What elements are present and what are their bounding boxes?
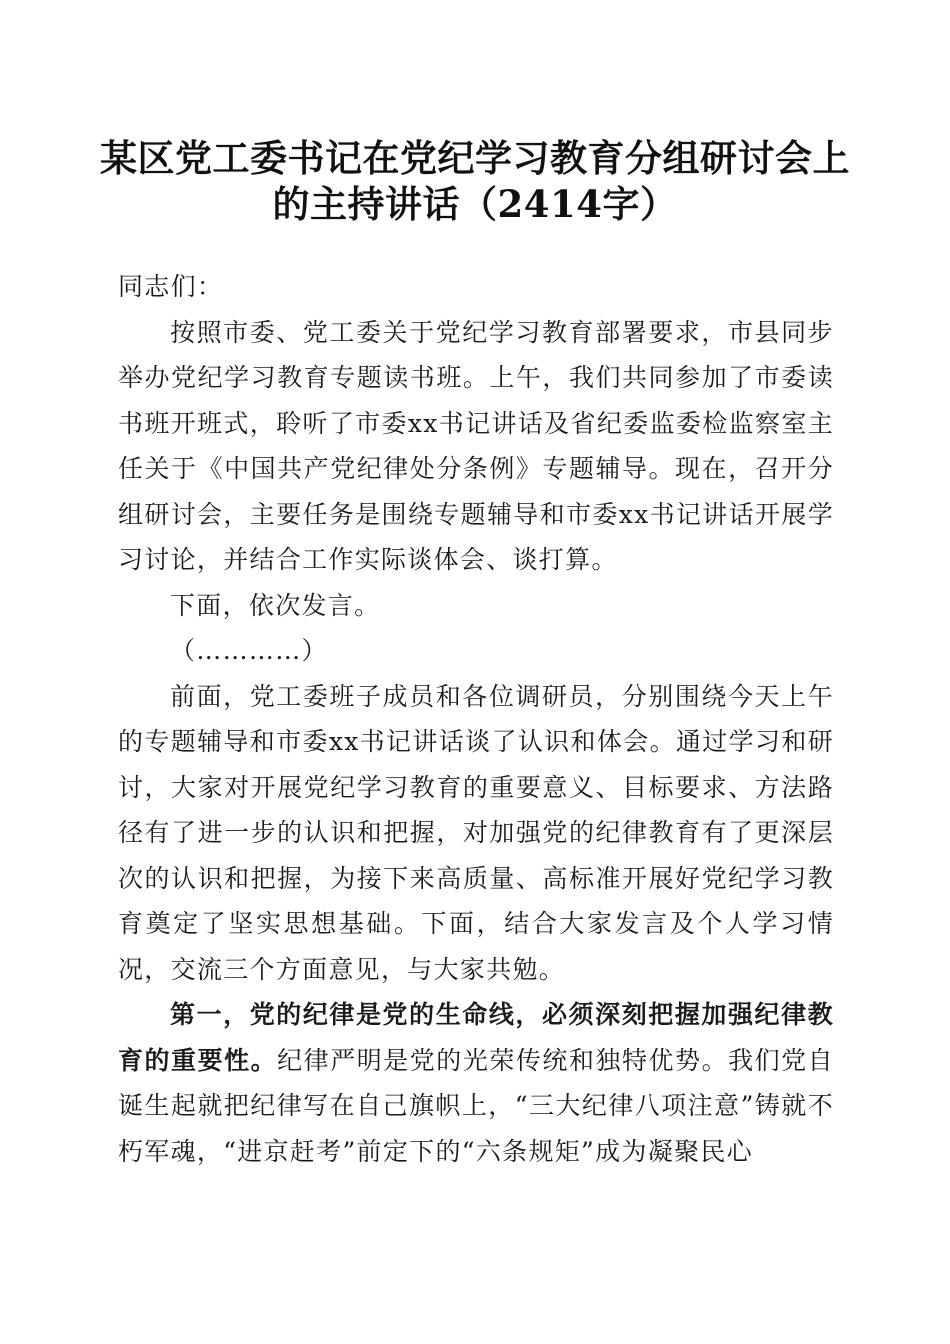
- first-point-heading: 第一，党的纪律是党的生命线，必须深刻把握加强纪律教育的重要性。: [118, 1000, 834, 1075]
- paragraph-opening: 按照市委、党工委关于党纪学习教育部署要求，市县同步举办党纪学习教育专题读书班。上午，我们共同参加了市委读书班开班式，聆听了市委xx书记讲话及省纪委监委检监察室主任关于《中国共产党纪律处分条例》专题辅导。现在，召开分组研讨会，主要任务是围绕专题辅导和市委xx书记讲话开展学习讨论，并结合工作实际谈体会、谈打算。: [118, 317, 834, 574]
- paragraph-summary: 前面，党工委班子成员和各位调研员，分别围绕今天上午的专题辅导和市委xx书记讲话谈了认识和体会。通过学习和研讨，大家对开展党纪学习教育的重要意义、目标要求、方法路径有了进一步的认识和把握，对加强党的纪律教育有了更深层次的认识和把握，为接下来高质量、高标准开展好党纪学习教育奠定了坚实思想基础。下面，结合大家发言及个人学习情况，交流三个方面意见，与大家共勉。: [118, 681, 834, 984]
- salutation: 同志们：: [118, 272, 224, 301]
- first-point-body: 纪律严明是党的光荣传统和独特优势。我们党自诞生起就把纪律写在自己旗帜上，“三大纪律八项注意”铸就不朽军魂，“进京赶考”前定下的“六条规矩”成为凝聚民心: [118, 1045, 834, 1166]
- omitted-content-marker: （…………）: [170, 636, 328, 665]
- document-body: [118, 264, 834, 1174]
- document-title-line-2: 的主持讲话（2414字）: [272, 182, 678, 226]
- document-title-line-1: 某区党工委书记在党纪学习教育分组研讨会上: [100, 136, 850, 180]
- paragraph-first-point: [118, 992, 834, 1174]
- paragraph-speaking-order: 下面，依次发言。: [170, 590, 381, 620]
